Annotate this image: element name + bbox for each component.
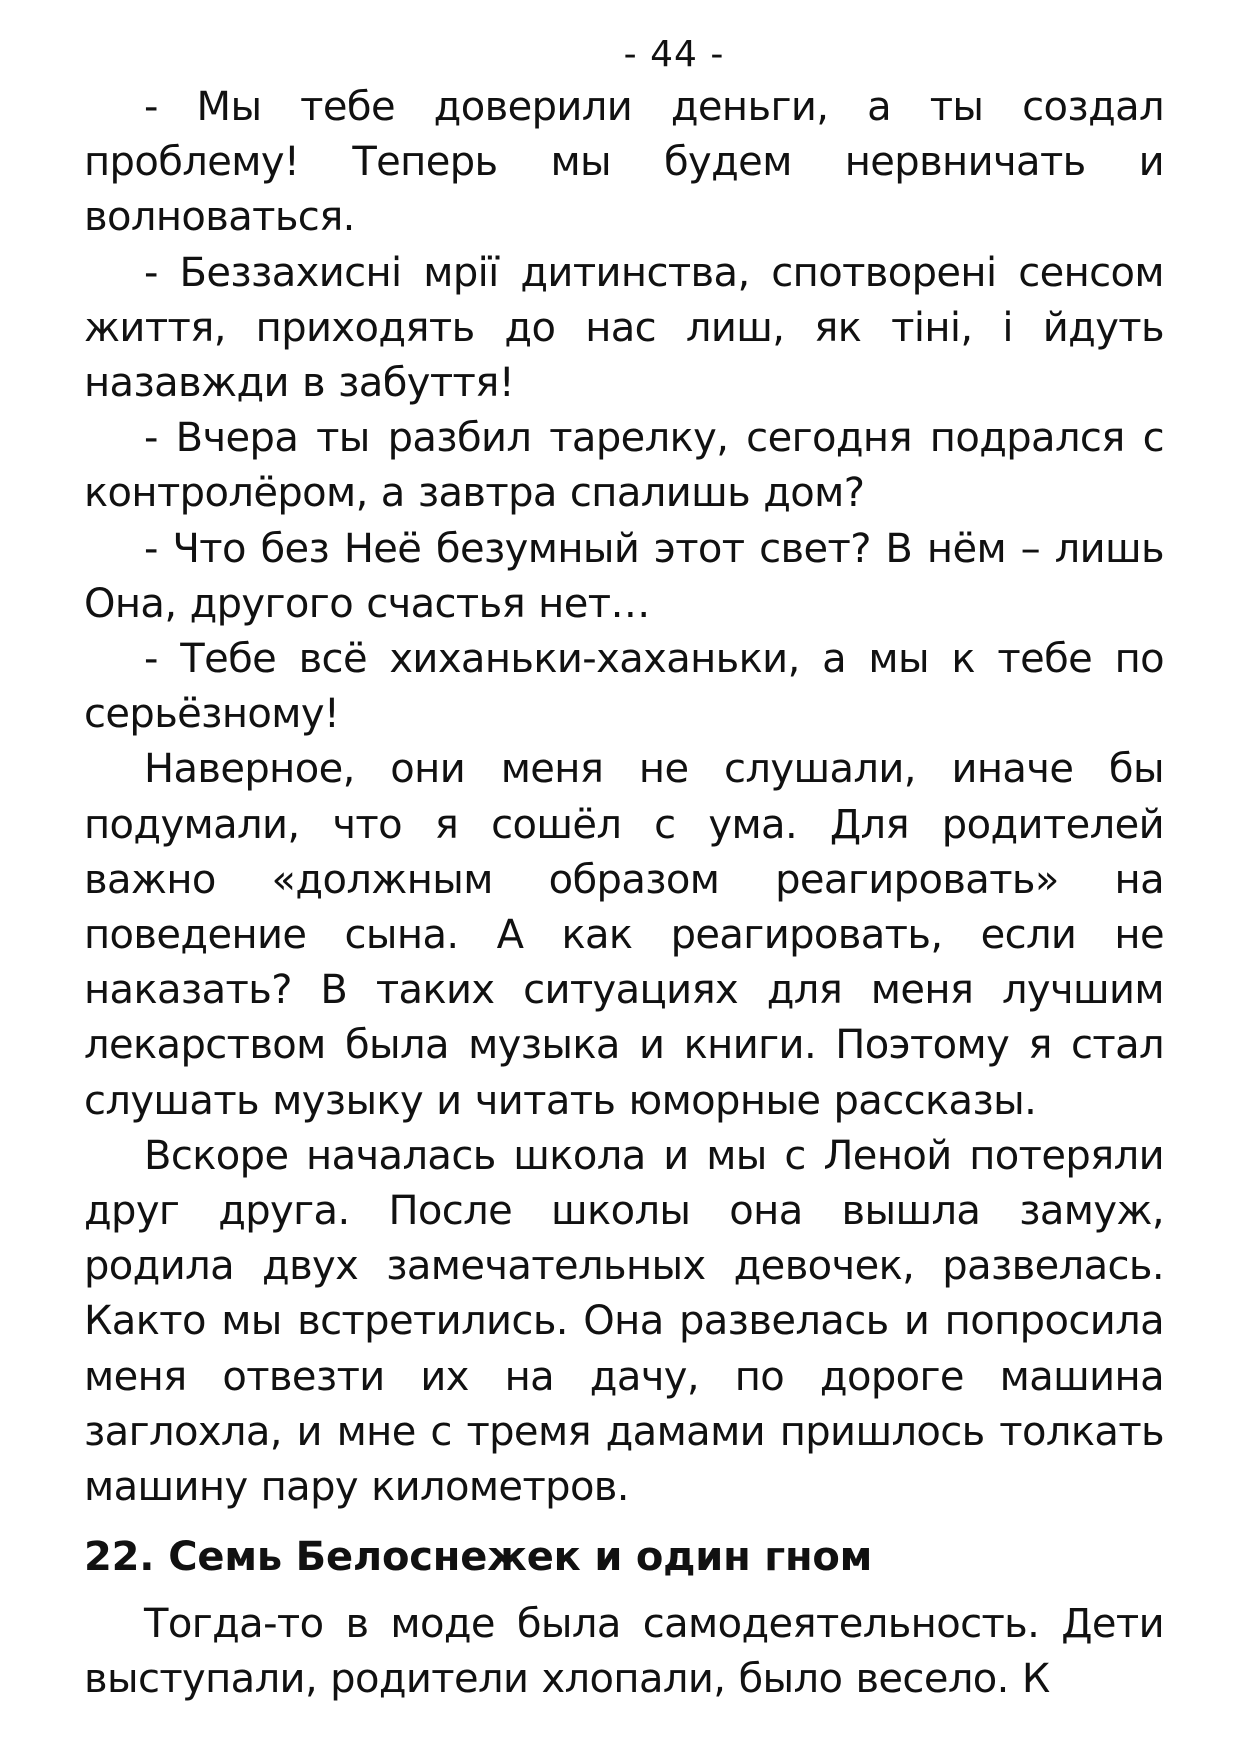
- paragraph-dialogue-5: - Тебе всё хиханьки-хаханьки, а мы к тебе по серьёзному!: [84, 636, 1164, 738]
- page-number: - 44 -: [623, 34, 725, 75]
- paragraph-dialogue-2: - Беззахисні мрії дитинства, спотворені сенсом життя, приходять до нас лиш, як тіні, і йдуть назавжди в забуття!: [84, 249, 1164, 407]
- paragraph-dialogue-1: - Мы тебе доверили деньги, а ты создал проблему! Теперь мы будем нервничать и волноваться.: [84, 84, 1164, 241]
- book-page: [84, 30, 1164, 1708]
- paragraph-school: Вскоре началась школа и мы с Леной потеряли друг друга. После школы она вышла замуж, родила двух замечательных девочек, развелась. Както мы встретились. Она развелась и попросила меня отвезти их на дачу, по дороге машина заглохла, и мне с тремя дамами пришлось толкать машину пару километров.: [84, 1132, 1164, 1511]
- section-heading: [84, 1529, 1164, 1585]
- paragraph-parents: Наверное, они меня не слушали, иначе бы подумали, что я сошёл с ума. Для родителей важно «должным образом реагировать» на поведение сына. А как реагировать, если не наказать? В таких ситуациях для меня лучшим лекарством была музыка и книги. Поэтому я стал слушать музыку и читать юморные рассказы.: [84, 746, 1164, 1124]
- paragraph-dialogue-3: - Вчера ты разбил тарелку, сегодня подрался с контролёром, а завтра спалишь дом?: [84, 415, 1164, 517]
- paragraph-dialogue-4: - Что без Неё безумный этот свет? В нём – лишь Она, другого счастья нет…: [84, 525, 1164, 627]
- section-title: Семь Белоснежек и один гном: [168, 1534, 873, 1581]
- paragraph-section-start: Тогда-то в моде была самодеятельность. Дети выступали, родители хлопали, было весело. К: [84, 1601, 1164, 1703]
- section-number: 22.: [84, 1534, 155, 1581]
